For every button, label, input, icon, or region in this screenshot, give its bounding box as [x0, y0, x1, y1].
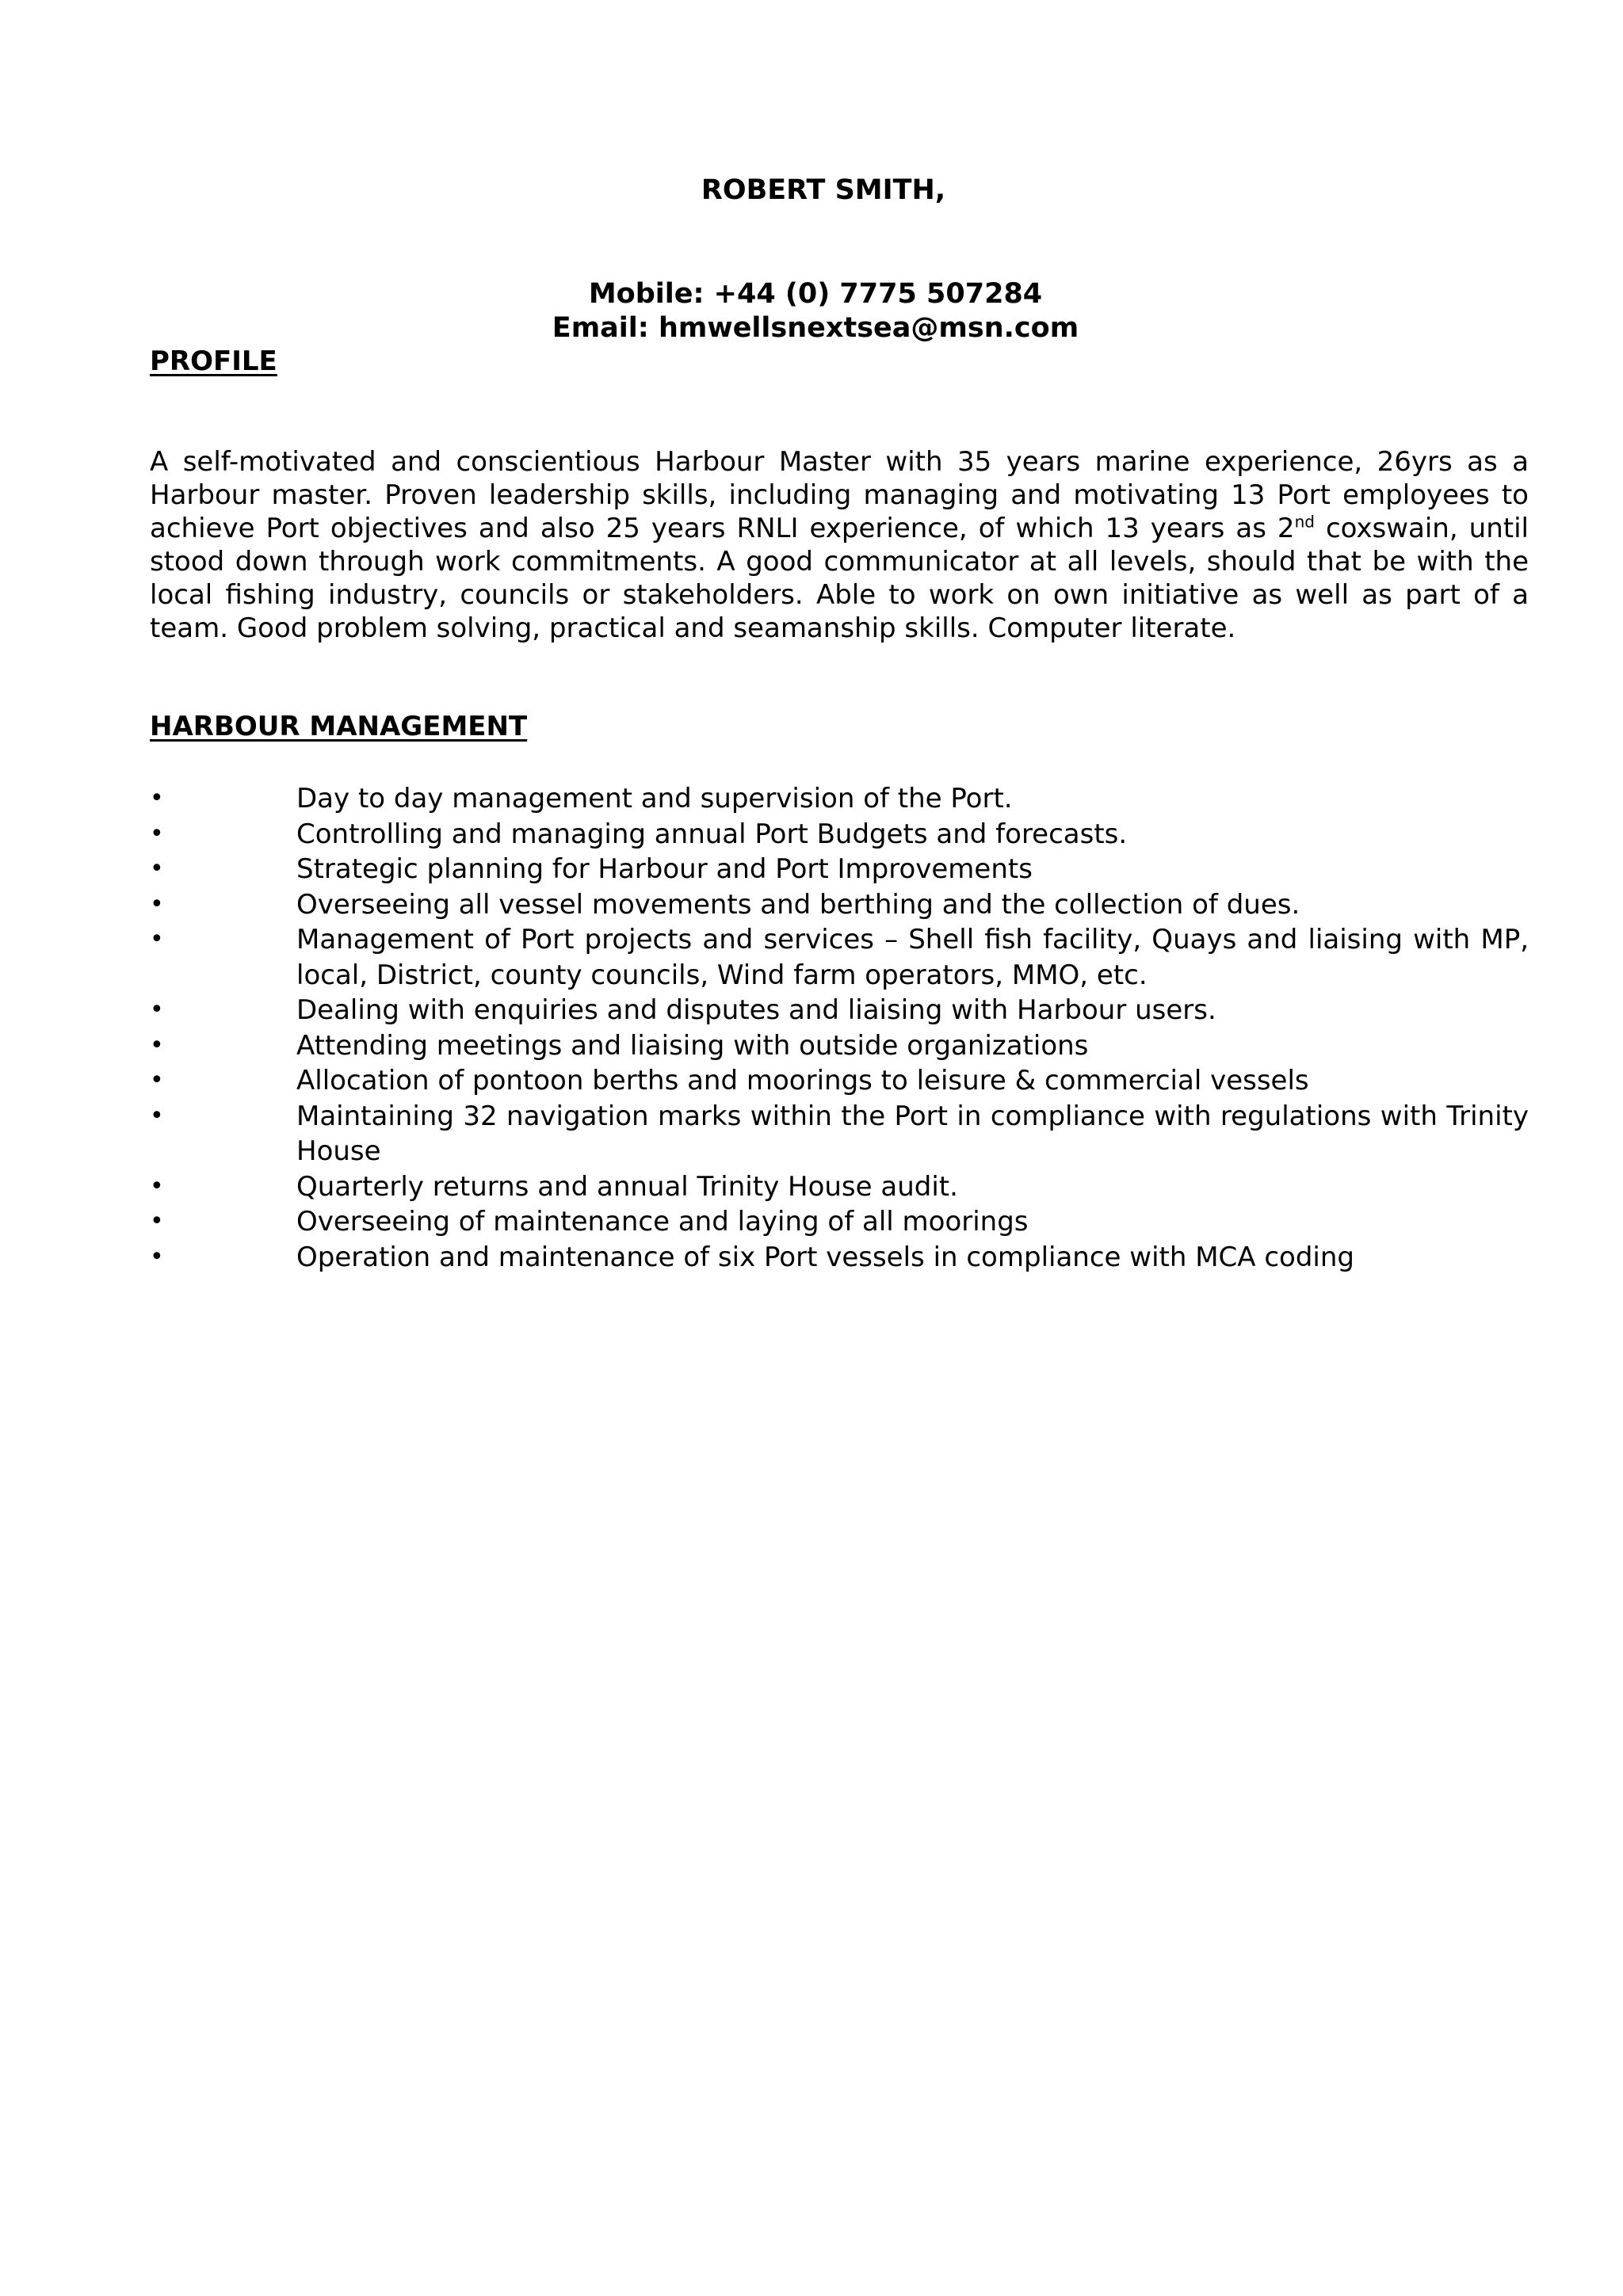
bullet-icon: • — [150, 1066, 164, 1094]
list-item-text: Overseeing all vessel movements and berthing and the collection of dues. — [296, 888, 1300, 921]
list-item-text: Dealing with enquiries and disputes and liaising with Harbour users. — [296, 994, 1216, 1026]
list-item — [150, 1028, 1529, 1064]
bullet-icon: • — [150, 855, 164, 883]
profile-text-part-2: coxswain, until stood down through work commitments. A good communicator at all levels, should that be with the local fishing industry, councils or stakeholders. Able to work on own initiative as well as part of a team. Good problem solving, practical and seamanship skills. Computer literate. — [150, 513, 1529, 644]
list-item-text: Operation and maintenance of six Port vessels in compliance with MCA coding — [296, 1241, 1354, 1273]
list-item-text: Day to day management and supervision of the Port. — [296, 783, 1013, 814]
list-item-text: Quarterly returns and annual Trinity House audit. — [296, 1170, 958, 1203]
list-item — [150, 781, 1529, 817]
list-item-text: Strategic planning for Harbour and Port Improvements — [296, 853, 1033, 885]
bullet-icon: • — [150, 1101, 164, 1130]
profile-text-part-1: A self-motivated and conscientious Harbour Master with 35 years marine experience, 26yrs as a Harbour master. Proven leadership skills, including managing and motivating 13 Port employees to achieve Port objectives and also 25 years RNLI experience, of which 13 years as 2 — [150, 446, 1529, 544]
list-item — [150, 817, 1529, 852]
bullet-icon: • — [150, 925, 164, 953]
mobile-number: Mobile: +44 (0) 7775 507284 — [588, 278, 1043, 310]
bullet-icon: • — [150, 890, 164, 918]
harbour-management-list — [150, 781, 1529, 1275]
list-item-text: Allocation of pontoon berths and moorings to leisure & commercial vessels — [296, 1065, 1309, 1097]
list-item — [150, 993, 1529, 1028]
list-item — [150, 1169, 1529, 1205]
bullet-icon: • — [150, 1207, 164, 1235]
bullet-icon: • — [150, 996, 164, 1024]
bullet-icon: • — [150, 1242, 164, 1271]
bullet-icon: • — [150, 1031, 164, 1059]
list-item — [150, 852, 1529, 887]
candidate-name: ROBERT SMITH, — [701, 174, 946, 206]
contact-block — [8, 277, 1623, 345]
list-item — [150, 887, 1529, 923]
list-item — [150, 1240, 1529, 1276]
bullet-icon: • — [150, 784, 164, 812]
bullet-icon: • — [150, 819, 164, 848]
list-item-text: Controlling and managing annual Port Budgets and forecasts. — [296, 818, 1128, 850]
bullet-icon: • — [150, 1172, 164, 1200]
profile-paragraph — [150, 445, 1529, 645]
email-address: Email: hmwellsnextsea@msn.com — [552, 312, 1079, 344]
list-item-text: Attending meetings and liaising with outside organizations — [296, 1029, 1089, 1062]
list-item-text: Maintaining 32 navigation marks within the Port in compliance with regulations with Trinity House — [296, 1100, 1529, 1167]
list-item — [150, 1063, 1529, 1099]
profile-heading: PROFILE — [150, 345, 277, 377]
harbour-management-heading: HARBOUR MANAGEMENT — [150, 711, 528, 742]
profile-superscript: nd — [1294, 512, 1315, 532]
list-item — [150, 1099, 1529, 1169]
list-item-text: Management of Port projects and services – Shell fish facility, Quays and liaising with MP, local, District, county councils, Wind farm operators, MMO, etc. — [296, 924, 1529, 991]
list-item — [150, 1204, 1529, 1240]
list-item-text: Overseeing of maintenance and laying of all moorings — [296, 1206, 1029, 1238]
list-item — [150, 922, 1529, 993]
